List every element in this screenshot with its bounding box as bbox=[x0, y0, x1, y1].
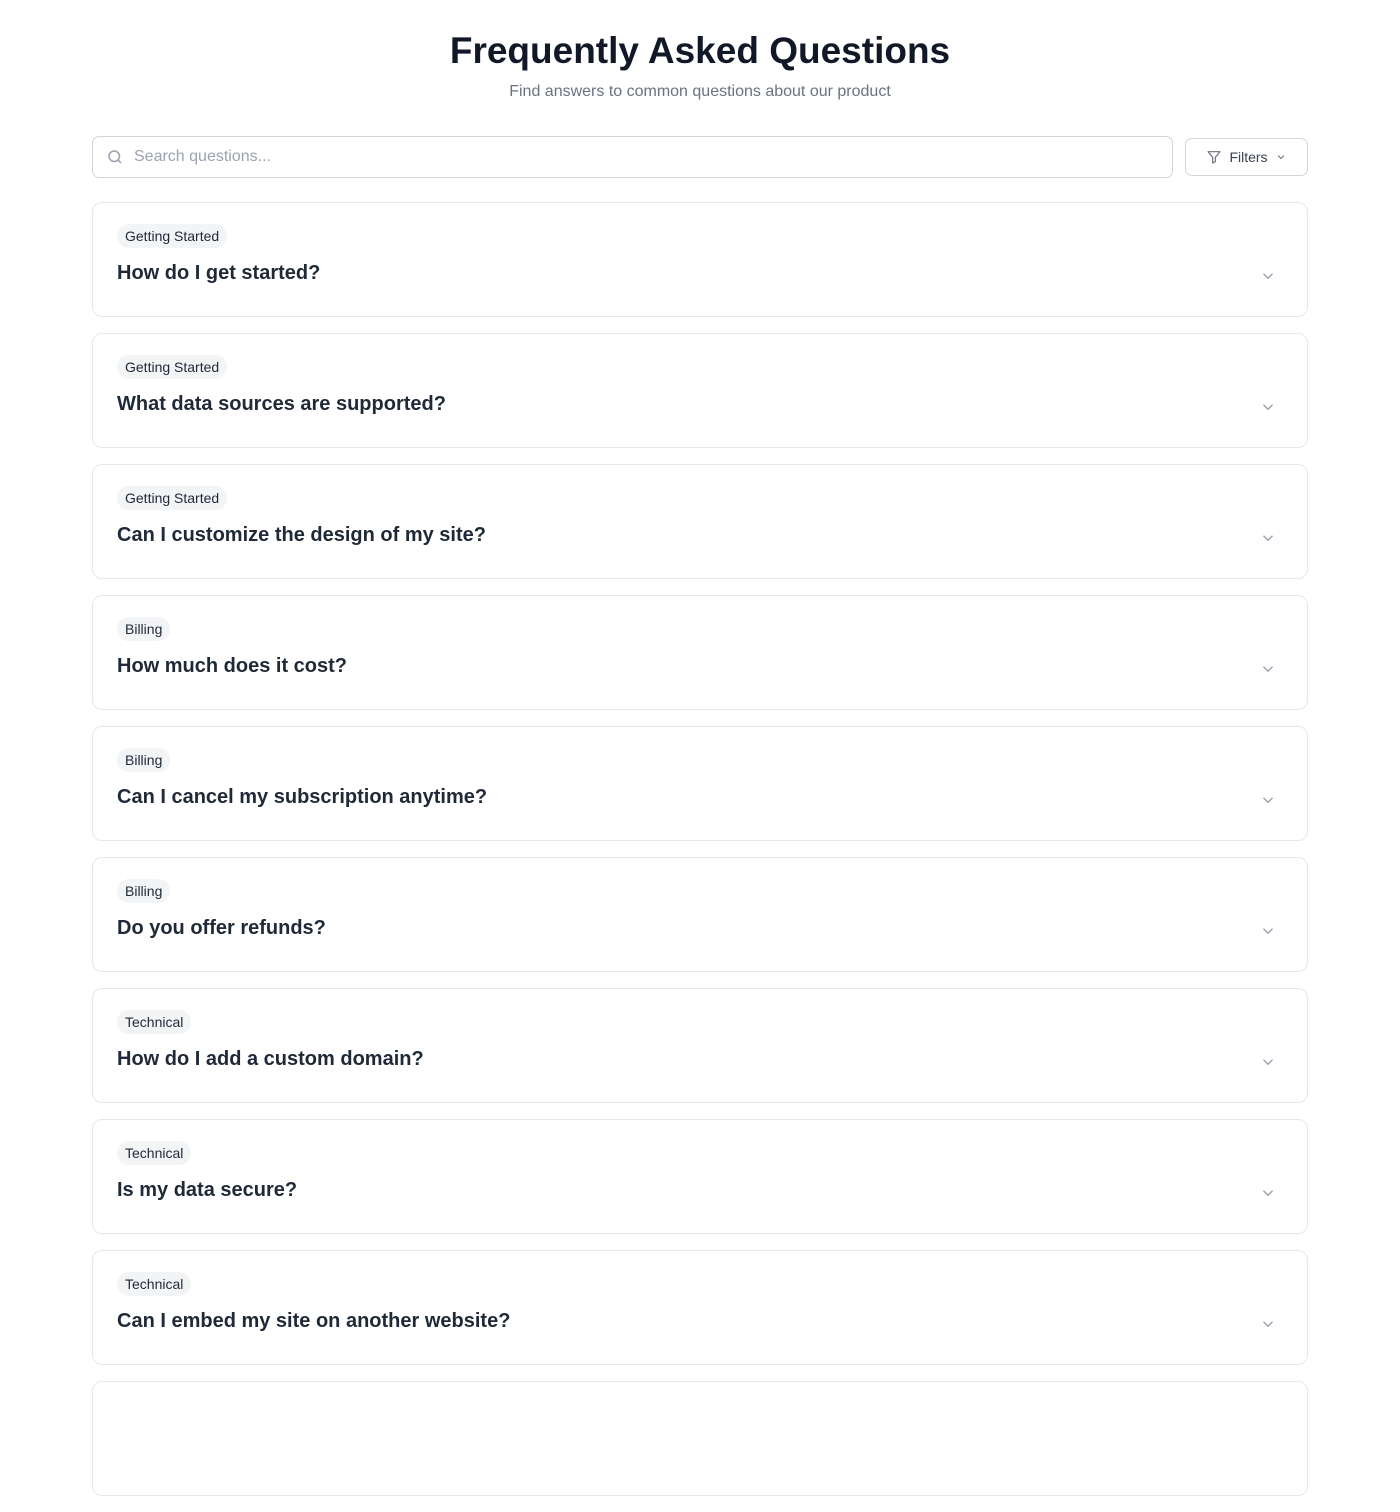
category-badge: Technical bbox=[117, 1141, 191, 1165]
search-box[interactable] bbox=[92, 136, 1173, 178]
filter-icon bbox=[1206, 149, 1222, 165]
faq-item[interactable] bbox=[92, 202, 1308, 317]
faq-item[interactable] bbox=[92, 595, 1308, 710]
chevron-down-icon[interactable] bbox=[1259, 660, 1277, 678]
faq-item[interactable] bbox=[92, 1119, 1308, 1234]
faq-question: Is my data secure? bbox=[117, 1179, 298, 1201]
faq-question: Can I embed my site on another website? bbox=[117, 1310, 511, 1332]
chevron-down-icon[interactable] bbox=[1259, 1053, 1277, 1071]
page-subtitle: Find answers to common questions about our product bbox=[509, 83, 891, 100]
page-title: Frequently Asked Questions bbox=[449, 30, 951, 71]
category-badge: Billing bbox=[117, 748, 170, 772]
chevron-down-icon[interactable] bbox=[1259, 529, 1277, 547]
faq-item[interactable] bbox=[92, 1381, 1308, 1496]
chevron-down-icon[interactable] bbox=[1259, 922, 1277, 940]
faq-question: Can I customize the design of my site? bbox=[117, 524, 486, 546]
faq-item[interactable] bbox=[92, 464, 1308, 579]
filters-button[interactable] bbox=[1185, 138, 1308, 176]
faq-item[interactable] bbox=[92, 726, 1308, 841]
chevron-down-icon[interactable] bbox=[1259, 398, 1277, 416]
category-badge: Getting Started bbox=[117, 486, 227, 510]
chevron-down-icon[interactable] bbox=[1259, 791, 1277, 809]
chevron-down-icon bbox=[1275, 151, 1287, 163]
search-icon bbox=[106, 148, 124, 166]
faq-item[interactable] bbox=[92, 1250, 1308, 1365]
category-badge: Getting Started bbox=[117, 355, 227, 379]
faq-question: Can I cancel my subscription anytime? bbox=[117, 786, 488, 808]
category-badge: Getting Started bbox=[117, 224, 227, 248]
faq-question: How do I get started? bbox=[117, 262, 321, 284]
faq-list bbox=[92, 202, 1308, 1512]
chevron-down-icon[interactable] bbox=[1259, 1184, 1277, 1202]
category-badge: Technical bbox=[117, 1272, 191, 1296]
category-badge: Technical bbox=[117, 1010, 191, 1034]
faq-question: How do I add a custom domain? bbox=[117, 1048, 424, 1070]
faq-item[interactable] bbox=[92, 988, 1308, 1103]
faq-item[interactable] bbox=[92, 857, 1308, 972]
chevron-down-icon[interactable] bbox=[1259, 267, 1277, 285]
category-badge: Billing bbox=[117, 879, 170, 903]
faq-item[interactable] bbox=[92, 333, 1308, 448]
faq-question: Do you offer refunds? bbox=[117, 917, 326, 939]
chevron-down-icon[interactable] bbox=[1259, 1315, 1277, 1333]
category-badge: Billing bbox=[117, 617, 170, 641]
faq-question: How much does it cost? bbox=[117, 655, 348, 677]
filters-label: Filters bbox=[1229, 149, 1268, 165]
faq-question: What data sources are supported? bbox=[117, 393, 446, 415]
search-input[interactable] bbox=[134, 148, 1172, 166]
